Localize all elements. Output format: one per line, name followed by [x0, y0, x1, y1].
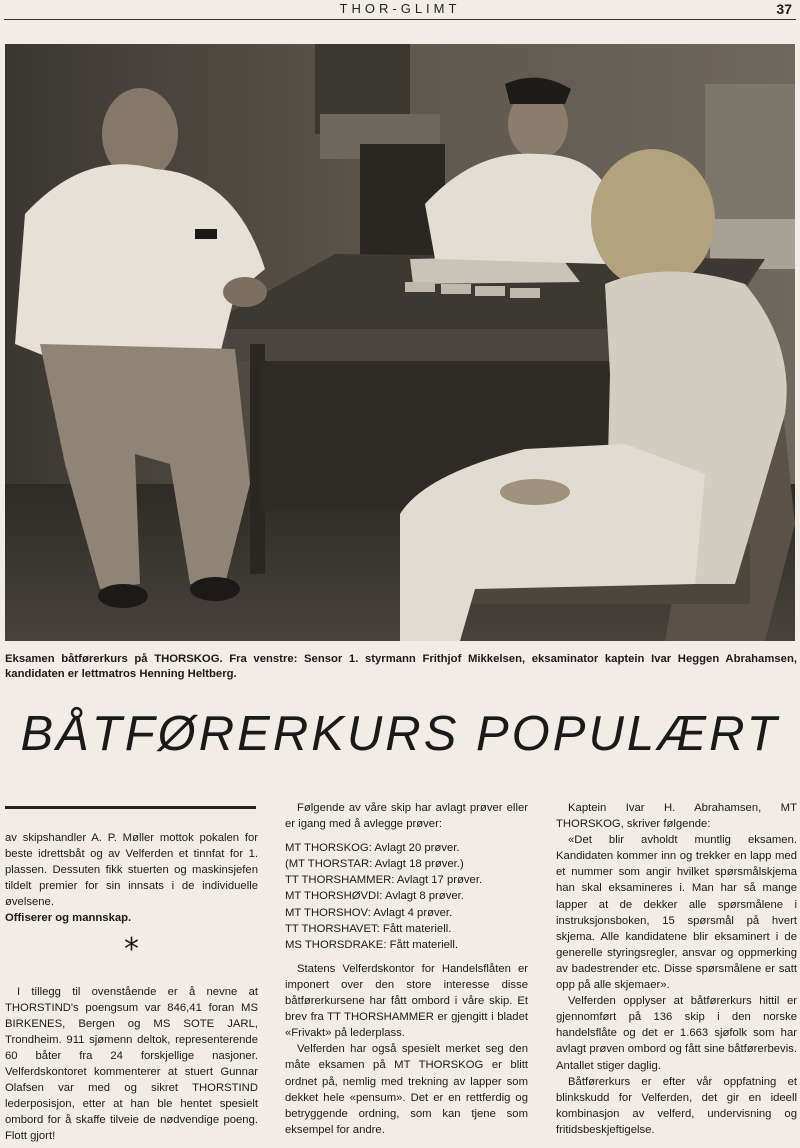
column-2	[285, 800, 528, 1138]
paragraph: Kaptein Ivar H. Abrahamsen, MT THORSKOG, skriver følgende:	[556, 802, 797, 831]
running-title: THOR-GLIMT	[339, 1, 461, 16]
ship-list-item: MT THORSKOG: Avlagt 20 prøver.	[285, 842, 460, 855]
ship-list-item: (MT THORSTAR: Avlagt 18 prøver.)	[285, 858, 464, 871]
ship-list-item: MT THORSHOV: Avlagt 4 prøver.	[285, 906, 453, 919]
photograph-illustration	[5, 44, 795, 641]
paragraph: Velferden opplyser at båtførerkurs hittil er gjennomført på 136 skip i den norske handelsflåte og det er 1.663 sjøfolk som har avlagt prøven ombord og fått sine båtførerbevis. Antallet stiger daglig.	[556, 995, 797, 1072]
caption-line-2: kandidaten er lettmatros Henning Heltberg.	[5, 668, 237, 680]
photograph	[5, 44, 795, 641]
column-1	[5, 800, 258, 1145]
column-rule	[5, 806, 256, 809]
paragraph: Statens Velferdskontor for Handelsflåten er imponert over den store interesse disse båtførerkursene har fått ombord i våre skip. Et brev fra TT THORSHAMMER er gjengitt i bladet «Frivakt» på lederplass.	[285, 962, 528, 1040]
page-header	[0, 0, 800, 20]
paragraph: Båtførerkurs er efter vår oppfatning et blinkskudd for Velferden, det gir en ideell kombinasjon av velferd, undervisning og fritidsbeskjeftigelse.	[556, 1075, 797, 1136]
header-rule	[4, 19, 796, 20]
signature: Offiserer og mannskap.	[5, 912, 132, 925]
paragraph: I tillegg til ovenstående er å nevne at THORSTIND's poengsum var 846,41 foran MS BIRKENES, Bergen og MS SOTE JARL, Trondheim. 911 sjømenn deltok, representerende 60 båter fra 24 forskjellige nasjoner. Velferdskontoret kommenterer at stuert Gunnar Olafsen var med og sikret THORSTIND lederposisjon, etter at han ble hentet spesielt ombord for å skaffe tilveie de nødvendige poeng. Flott gjort!	[5, 985, 258, 1143]
ship-list-item: MS THORSDRAKE: Fått materiell.	[285, 938, 459, 951]
article-headline: BÅTFØRERKURS POPULÆRT	[20, 707, 780, 761]
section-divider-asterisk: *	[124, 931, 139, 967]
ship-list-item: TT THORSHAVET: Fått materiell.	[285, 922, 452, 935]
paragraph: Velferden har også spesielt merket seg den måte eksamen på MT THORSKOG er blitt ordnet på, nemlig med trekning av lapper som dekket hele «pensum». Det er en rettferdig og betryggende ordning, som kan tjene som eksempel for andre.	[285, 1043, 528, 1136]
photo-caption	[5, 652, 797, 682]
caption-line-1: Eksamen båtførerkurs på THORSKOG. Fra venstre: Sensor 1. styrmann Frithjof Mikkelsen, eksaminator kaptein Ivar Heggen Abrahamsen,	[5, 653, 797, 665]
ship-list-item: TT THORSHAMMER: Avlagt 17 prøver.	[285, 874, 483, 887]
paragraph: «Det blir avholdt muntlig eksamen. Kandidaten kommer inn og trekker en lapp med et nummer som angir hvilket spørsmålskjema han skal eksamineres i. Man har så mange lapper at de dekker alle spørsmålene i instruksjonsboken, 15 spørsmål på hvert skjema. Alle kandidatene blir eksaminert i de generelle styringsregler, ansvar og oppmerking av badestrender etc. Disse spørsmålene er satt opp på alle skjemaer».	[556, 834, 797, 992]
ship-list	[285, 840, 528, 953]
paragraph: av skipshandler A. P. Møller mottok pokalen for beste idrettsbåt og av Velferden et tinnfat for 1. plassen. Dessuten fikk stuerten og maskinsjefen tildelt premier for sin innsats i de individuelle øvelsene.	[5, 832, 258, 909]
column-3	[556, 800, 797, 1138]
page-number: 37	[776, 1, 792, 17]
ship-list-item: MT THORSHØVDI: Avlagt 8 prøver.	[285, 890, 464, 903]
paragraph: Følgende av våre skip har avlagt prøver eller er igang med å avlegge prøver:	[285, 802, 528, 831]
